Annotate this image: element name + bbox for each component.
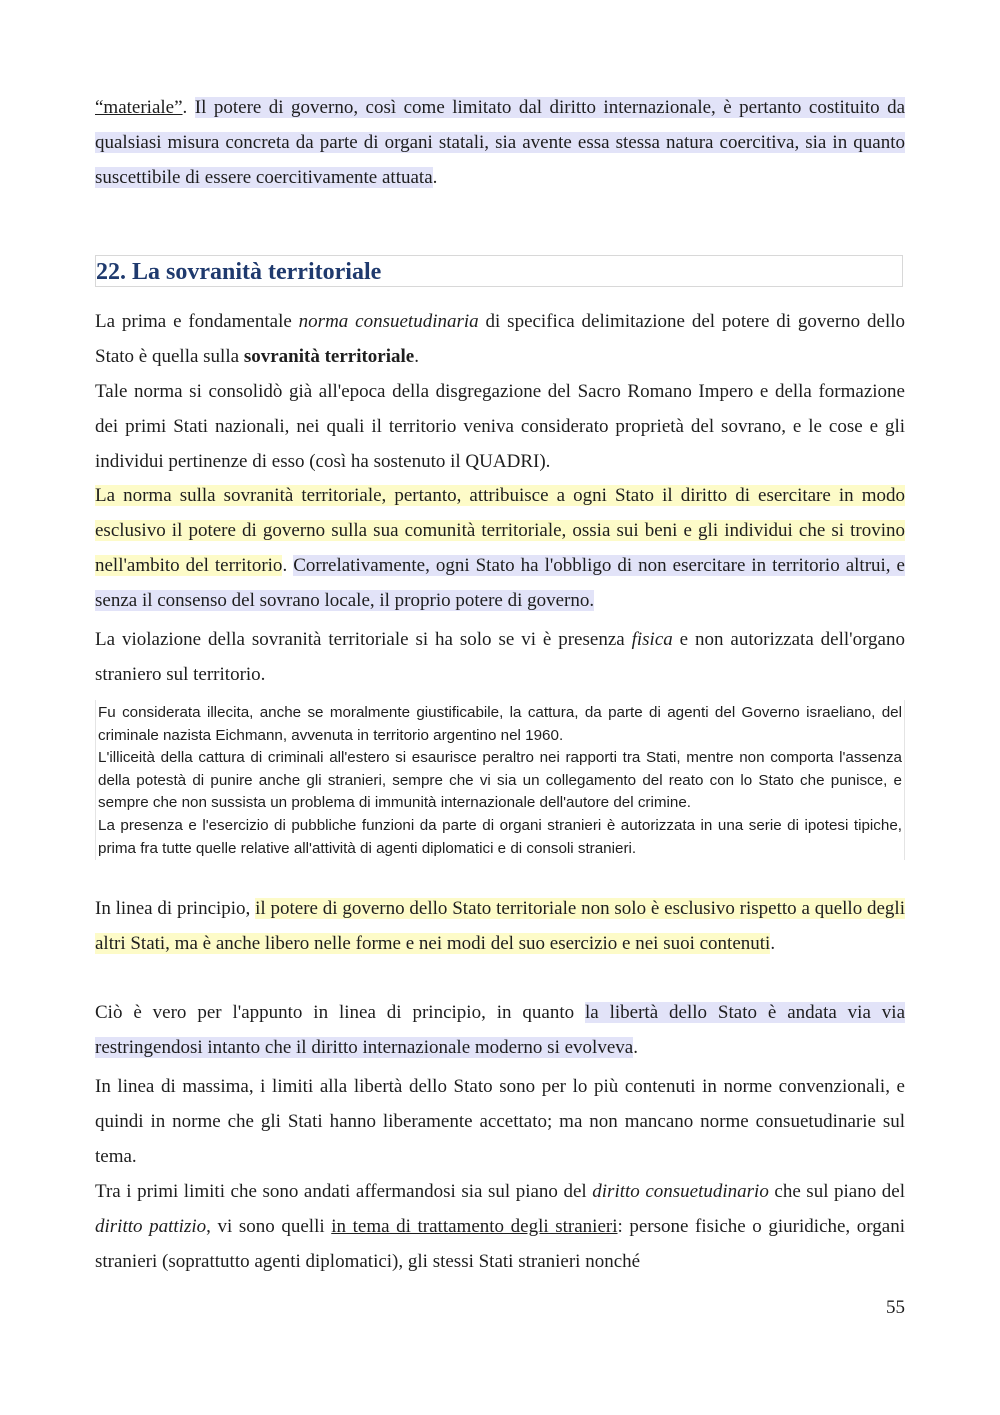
note-line-2: L'illiceità della cattura di criminali all'estero si esaurisce peraltro nei rapporti tra Stati, mentre non comporta l'assenza della potestà di punire anche gli stranieri, sempre che vi sia un collegamento del reato con lo Stato che punisce, e sempre che non sussista un problema di immunità internazionale dell'autore del crimine.: [98, 749, 902, 812]
quote-term: “materiale”: [95, 97, 183, 118]
paragraph-7: In linea di massima, i limiti alla libertà dello Stato sono per lo più contenuti in norme convenzionali, e quindi in norme che gli Stati hanno liberamente accettato; ma non mancano norme consuetudinarie sul tema.: [95, 1076, 905, 1167]
text-fragment: .: [282, 555, 294, 576]
italic-term: norma consuetudinaria: [298, 311, 479, 332]
paragraph-8: [95, 1174, 905, 1279]
italic-term: diritto consuetudinario: [592, 1181, 769, 1202]
text-fragment: La prima e fondamentale: [95, 311, 299, 332]
paragraph-1: [95, 304, 905, 374]
highlight-yellow: La norma sulla sovranità territoriale, pertanto, attribuisce a ogni Stato il diritto di esercitare in modo esclusivo il potere di governo sulla sua comunità territoriale, ossia sui beni e gli individui che si trovino nell'ambito del territorio: [95, 485, 905, 576]
text-fragment: .: [770, 933, 776, 954]
highlight-blue: Correlativamente, ogni Stato ha l'obbligo di non esercitare in territorio altrui, e senza il consenso del sovrano locale, il proprio potere di governo.: [95, 555, 905, 611]
highlight-blue: la libertà dello Stato è andata via via restringendosi intanto che il diritto internazionale moderno si evolveva: [95, 1002, 905, 1058]
section-heading: 22. La sovranità territoriale: [96, 259, 382, 285]
text-fragment: che sul piano del: [768, 1181, 906, 1202]
text-fragment: Ciò è vero per l'appunto in linea di principio, in quanto: [95, 1002, 585, 1023]
text-fragment: In linea di principio,: [95, 898, 256, 919]
italic-term: diritto pattizio: [95, 1216, 207, 1237]
text-fragment: e non autorizzata dell'organo straniero sul territorio.: [95, 629, 905, 685]
note-box: [95, 700, 905, 860]
underlined-term: in tema di trattamento degli stranieri: [331, 1216, 618, 1237]
paragraph-2: Tale norma si consolidò già all'epoca della disgregazione del Sacro Romano Impero e della formazione dei primi Stati nazionali, nei quali il territorio veniva considerato proprietà del sovrano, e le cose e gli individui pertinenze di esso (così ha sostenuto il QUADRI).: [95, 381, 905, 472]
note-line-3: La presenza e l'esercizio di pubbliche funzioni da parte di organi stranieri è autorizzata in una serie di ipotesi tipiche, prima fra tutte quelle relative all'attività di agenti diplomatici e di consoli stranieri.: [98, 816, 902, 857]
highlight-yellow: il potere di governo dello Stato territoriale non solo è esclusivo rispetto a quello degli altri Stati, ma è anche libero nelle forme e nei modi del suo esercizio e nei suoi contenuti: [95, 898, 905, 954]
highlight-blue: Il potere di governo, così come limitato dal diritto internazionale, è pertanto costituito da qualsiasi misura concreta da parte di organi statali, sia avente essa stessa natura coercitiva, sia in quanto suscettibile di essere coercitivamente attuata: [95, 97, 906, 188]
paragraph-6: [95, 995, 905, 1065]
paragraph-5: [95, 891, 905, 961]
italic-term: fisica: [631, 629, 673, 650]
text-fragment: .: [432, 167, 438, 188]
text-fragment: .: [633, 1037, 638, 1058]
paragraph-4: [95, 622, 905, 692]
paragraph-3: [95, 478, 905, 618]
text-fragment: , vi sono quelli: [206, 1216, 332, 1237]
text-fragment: di specifica delimitazione del potere di governo dello Stato è quella sulla: [95, 311, 906, 367]
bold-term: sovranità territoriale: [243, 346, 415, 367]
text-fragment: Tra i primi limiti che sono andati affermandosi sia sul piano del: [95, 1181, 593, 1202]
note-line-1: Fu considerata illecita, anche se moralmente giustificabile, la cattura, da parte di agenti del Governo israeliano, del criminale nazista Eichmann, avvenuta in territorio argentino nel 1960.: [98, 704, 902, 744]
page-number: 55: [886, 1297, 905, 1318]
text-fragment: La violazione della sovranità territoriale si ha solo se vi è presenza: [95, 629, 632, 650]
top-paragraph: [95, 90, 905, 195]
text-fragment: .: [182, 97, 195, 118]
text-fragment: : persone fisiche o giuridiche, organi stranieri (soprattutto agenti diplomatici), gli stessi Stati stranieri nonché: [95, 1216, 905, 1272]
text-fragment: .: [414, 346, 419, 367]
